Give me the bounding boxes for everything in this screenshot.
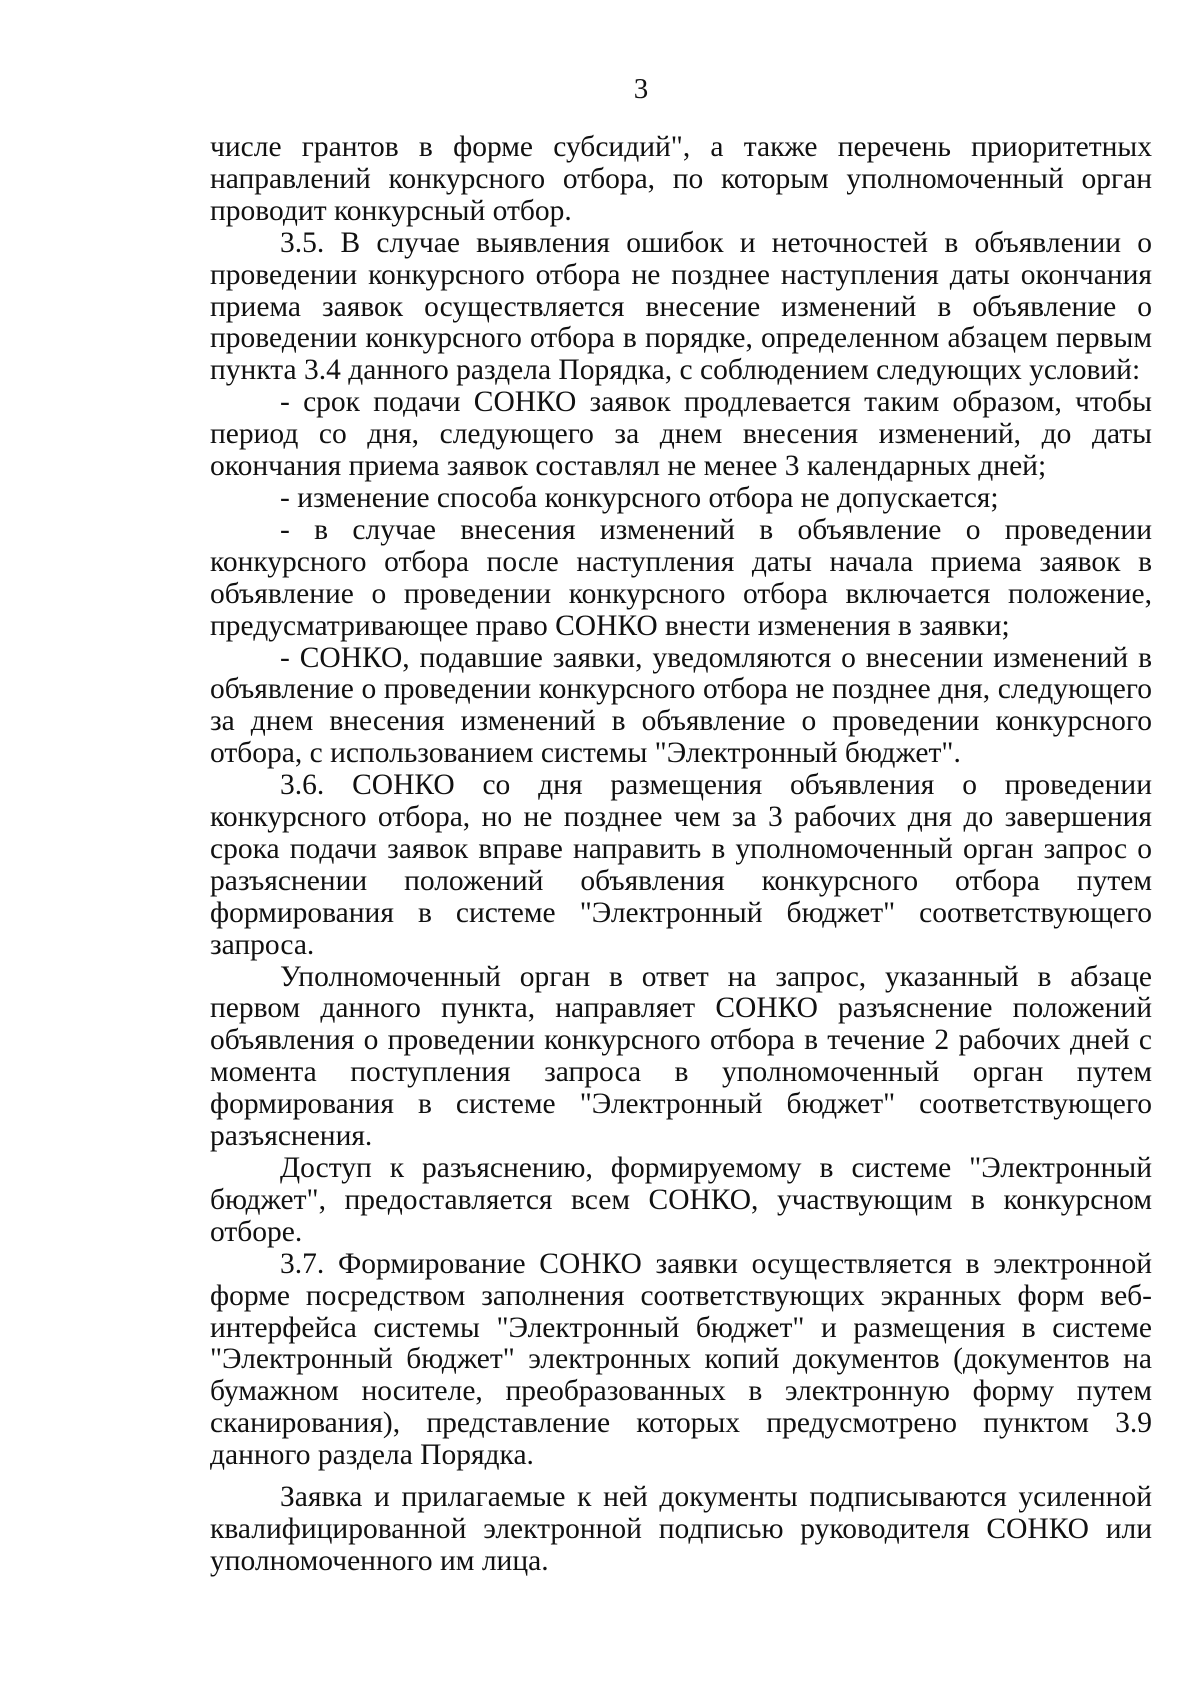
paragraph-clarification-response: Уполномоченный орган в ответ на запрос, указанный в абзаце первом данного пункта, направляет СОНКО разъяснение положений объявления о проведении конкурсного отбора в течение 2 рабочих дней с момента поступления запроса в уполномоченный орган путем формирования в системе "Электронный бюджет" соответствующего разъяснения. (210, 960, 1152, 1153)
paragraph-signature: Заявка и прилагаемые к ней документы подписываются усиленной квалифицированной электронной подписью руководителя СОНКО или уполномоченного им лица. (210, 1481, 1152, 1577)
document-body (210, 132, 1152, 1578)
list-item-notification: - СОНКО, подавшие заявки, уведомляются о внесении изменений в объявление о проведении конкурсного отбора не позднее дня, следующего за днем внесения изменений в объявление о проведении конкурсного отбора, с использованием системы "Электронный бюджет". (210, 641, 1152, 770)
list-item-deadline-extension: - срок подачи СОНКО заявок продлевается таким образом, чтобы период со дня, следующего за днем внесения изменений, до даты окончания приема заявок составлял не менее 3 календарных дней; (210, 386, 1152, 483)
list-item-application-changes: - в случае внесения изменений в объявление о проведении конкурсного отбора после наступления даты начала приема заявок в объявление о проведении конкурсного отбора включается положение, предусматривающее право СОНКО внести изменения в заявки; (210, 513, 1152, 642)
page-number: 3 (633, 73, 649, 105)
list-item-method-change: - изменение способа конкурсного отбора не допускается; (280, 481, 999, 514)
paragraph-3-5: 3.5. В случае выявления ошибок и неточностей в объявлении о проведении конкурсного отбора не позднее наступления даты окончания приема заявок осуществляется внесение изменений в объявление о проведении конкурсного отбора в порядке, определенном абзацем первым пункта 3.4 данного раздела Порядка, с соблюдением следующих условий: (210, 226, 1152, 387)
paragraph-intro-continuation: числе грантов в форме субсидий", а также перечень приоритетных направлений конкурсного отбора, по которым уполномоченный орган проводит конкурсный отбор. (210, 131, 1152, 227)
paragraph-3-7: 3.7. Формирование СОНКО заявки осуществляется в электронной форме посредством заполнения соответствующих экранных форм веб-интерфейса системы "Электронный бюджет" и размещения в системе "Электронный бюджет" электронных копий документов (документов на бумажном носителе, преобразованных в электронную форму путем сканирования), представление которых предусмотрено пунктом 3.9 данного раздела Порядка. (210, 1247, 1152, 1472)
paragraph-clarification-access: Доступ к разъяснению, формируемому в системе "Электронный бюджет", предоставляется всем СОНКО, участвующим в конкурсном отборе. (210, 1152, 1152, 1248)
paragraph-3-6: 3.6. СОНКО со дня размещения объявления о проведении конкурсного отбора, но не позднее чем за 3 рабочих дня до завершения срока подачи заявок вправе направить в уполномоченный орган запрос о разъяснении положений объявления конкурсного отбора путем формирования в системе "Электронный бюджет" соответствующего запроса. (210, 769, 1152, 961)
